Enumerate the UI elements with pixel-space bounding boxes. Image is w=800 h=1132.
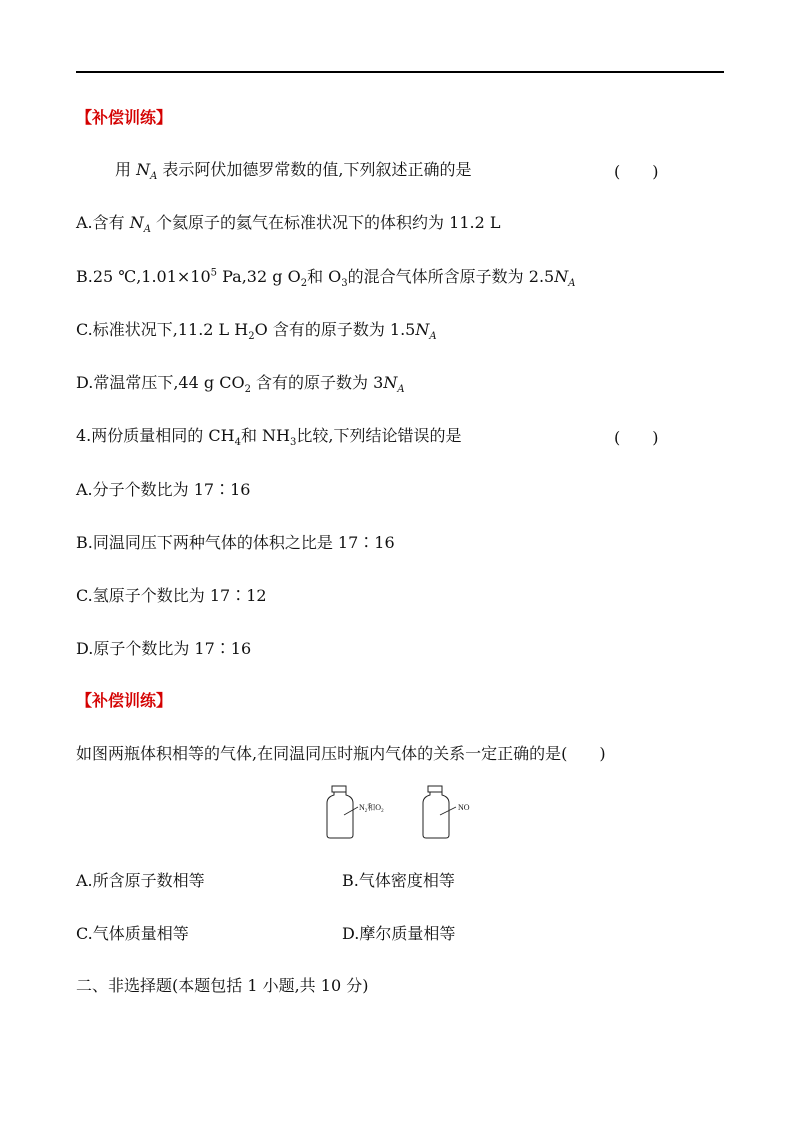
answer-paren-3: ( ) <box>614 162 659 181</box>
bottle-2-label: NO <box>458 803 470 812</box>
q5-option-a: A.所含原子数相等 <box>76 871 205 890</box>
section-heading-2: 【补偿训练】 <box>76 691 173 710</box>
option-c: C.标准状况下,11.2 L $H_2O$ 含有的原子数为 $1.5N_A$ <box>76 320 437 343</box>
question-3-stem: 用 $N_A$ 表示阿伏加德罗常数的值,下列叙述正确的是 <box>115 160 472 183</box>
option-a: A.含有 $N_A$ 个氦原子的氦气在标准状况下的体积约为 11.2 L <box>76 213 501 236</box>
bottle-2 <box>423 786 456 838</box>
q4-option-a: A.分子个数比为 17∶16 <box>76 480 251 499</box>
bottles-illustration <box>322 785 482 841</box>
section-heading-1: 【补偿训练】 <box>76 108 173 127</box>
gas-bottles-figure <box>322 785 482 841</box>
q5-option-d: D.摩尔质量相等 <box>342 924 456 943</box>
option-d: D.常温常压下,44 g $CO_2$ 含有的原子数为 $3N_A$ <box>76 373 405 396</box>
bottle-1-label: $N_2$和$O_2$ <box>359 803 384 814</box>
part-2-heading: 二、非选择题(本题包括 1 小题,共 10 分) <box>76 976 369 995</box>
top-rule <box>76 71 724 73</box>
option-b: B.25 $℃,1.01\times 10^5$ Pa,32 g $O_2$和 $O_3$的混合气体所含原子数为 $2.5N_A$ <box>76 267 576 290</box>
q4-option-b: B.同温同压下两种气体的体积之比是 17∶16 <box>76 533 395 552</box>
q4-option-c: C.氢原子个数比为 17∶12 <box>76 586 267 605</box>
bottle-1 <box>327 786 358 838</box>
q5-option-b: B.气体密度相等 <box>342 871 455 890</box>
question-5-stem: 如图两瓶体积相等的气体,在同温同压时瓶内气体的关系一定正确的是( ) <box>76 744 606 763</box>
question-4-stem: 4.两份质量相同的 $CH_4$和 $NH_3$比较,下列结论错误的是 <box>76 426 462 449</box>
q5-option-c: C.气体质量相等 <box>76 924 189 943</box>
q4-option-d: D.原子个数比为 17∶16 <box>76 639 252 658</box>
answer-paren-4: ( ) <box>614 428 659 447</box>
